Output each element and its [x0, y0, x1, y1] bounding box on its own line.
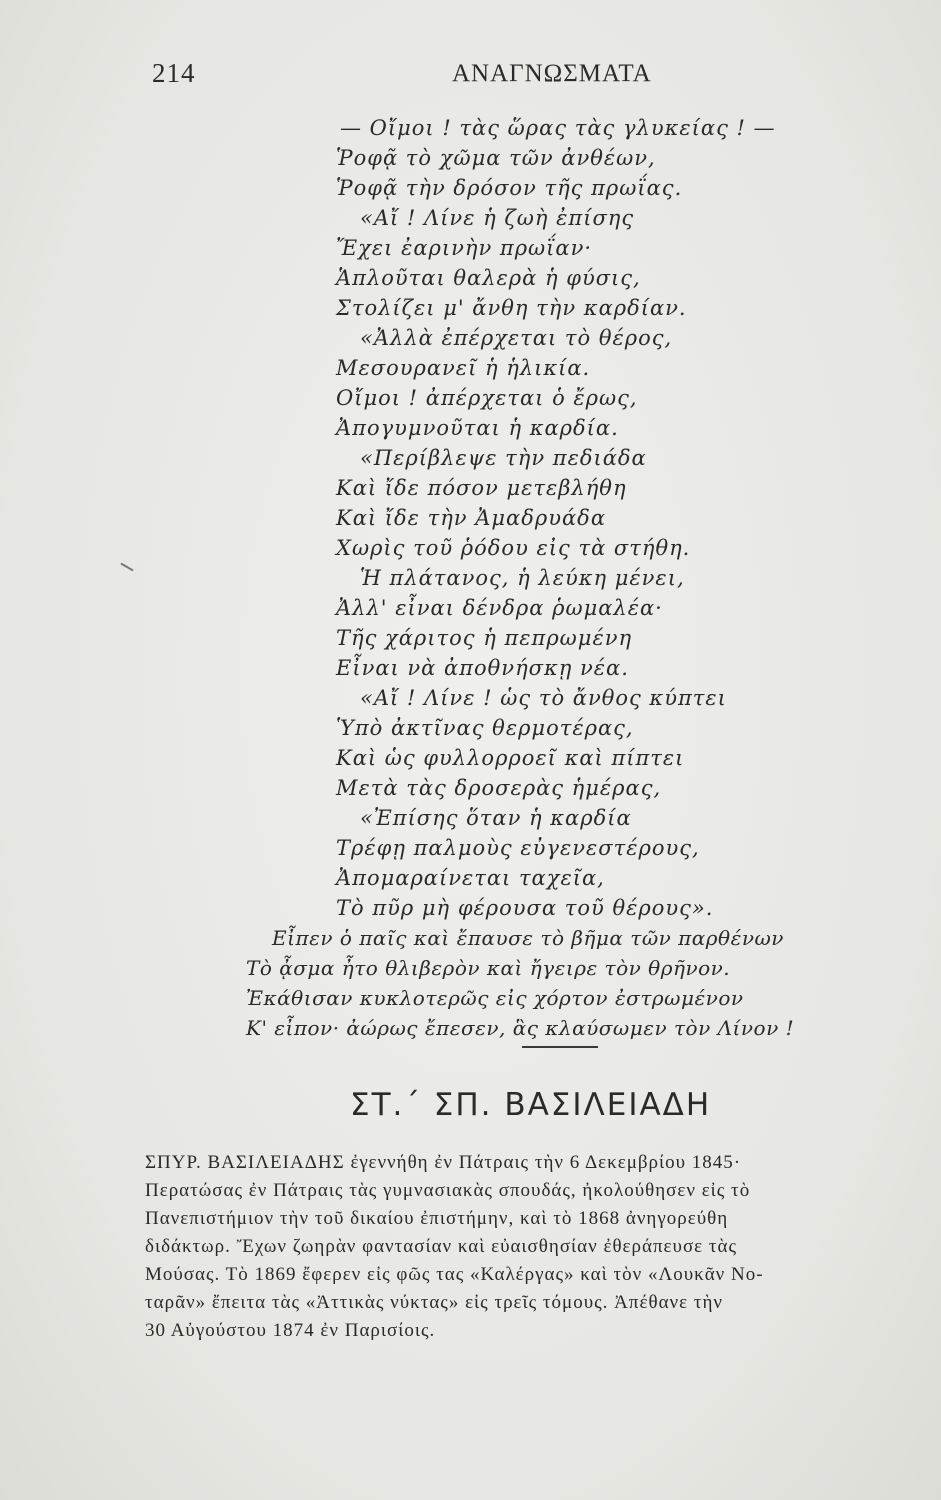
page-number: 214: [152, 58, 196, 88]
poem-line: Ὑπὸ ἀκτῖνας θερμοτέρας,: [336, 716, 634, 740]
poem-line: Κ' εἶπον· ἀώρως ἔπεσεν, ἃς κλαύσωμεν τὸν Λίνον !: [246, 1016, 795, 1040]
poem-line: Ἀπομαραίνεται ταχεῖα,: [336, 866, 605, 890]
poem-line: Οἴμοι ! ἀπέρχεται ὁ ἔρως,: [336, 386, 638, 410]
poem-line: Ἔχει ἐαρινὴν πρωΐαν·: [336, 236, 593, 260]
poem-line: — Οἴμοι ! τὰς ὥρας τὰς γλυκείας ! —: [340, 116, 776, 140]
poem-line: Τὸ ᾆσμα ἦτο θλιβερὸν καὶ ἤγειρε τὸν θρῆνον.: [246, 956, 731, 980]
bio-line: διδάκτωρ. Ἔχων ζωηρὰν φαντασίαν καὶ εὐαισθησίαν ἐθεράπευσε τὰς: [145, 1236, 738, 1257]
poem-line: «Ἐπίσης ὅταν ἡ καρδία: [360, 806, 632, 830]
poem-line: Ἀλλ' εἶναι δένδρα ῥωμαλέα·: [336, 596, 663, 620]
bio-line: ταρᾶν» ἔπειτα τὰς «Ἀττικὰς νύκτας» εἰς τρεῖς τόμους. Ἀπέθανε τὴν: [145, 1292, 724, 1313]
poem-line: «Περίβλεψε τὴν πεδιάδα: [360, 446, 647, 470]
author-heading: ΣΤ.΄ ΣΠ. ΒΑΣΙΛΕΙΑΔΗ: [350, 1087, 712, 1123]
stray-ink-mark: [120, 563, 133, 572]
poem-line: Μεσουρανεῖ ἡ ἡλικία.: [336, 356, 591, 380]
poem-line: Εἶπεν ὁ παῖς καὶ ἔπαυσε τὸ βῆμα τῶν παρθένων: [272, 926, 784, 950]
poem-line: Καὶ ἴδε τὴν Ἀμαδρυάδα: [336, 506, 606, 530]
poem-line: Τὸ πῦρ μὴ φέρουσα τοῦ θέρους».: [336, 896, 714, 920]
poem-line: Τῆς χάριτος ἡ πεπρωμένη: [336, 626, 633, 650]
poem-line: Εἶναι νὰ ἀποθνήσκῃ νέα.: [336, 656, 629, 680]
poem-line: Ἐκάθισαν κυκλοτερῶς εἰς χόρτον ἐστρωμένον: [246, 986, 744, 1010]
poem-line: Ἁπλοῦται θαλερὰ ἡ φύσις,: [336, 266, 641, 290]
poem-line: Καὶ ἴδε πόσον μετεβλήθη: [336, 476, 627, 500]
bio-line: Μούσας. Τὸ 1869 ἔφερεν εἰς φῶς τας «Καλέργας» καὶ τὸν «Λουκᾶν Νο-: [145, 1264, 764, 1285]
poem-line: Στολίζει μ' ἄνθη τὴν καρδίαν.: [336, 296, 687, 320]
poem-line: Καὶ ὡς φυλλορροεῖ καὶ πίπτει: [336, 746, 685, 770]
poem-line: Τρέφῃ παλμοὺς εὐγενεστέρους,: [336, 836, 700, 860]
poem-line: «Αἴ ! Λίνε ἡ ζωὴ ἐπίσης: [360, 206, 635, 230]
poem-line: Ἀπογυμνοῦται ἡ καρδία.: [336, 416, 619, 440]
section-divider: [522, 1046, 598, 1048]
bio-line: Πανεπιστήμιον τὴν τοῦ δικαίου ἐπιστήμην, καὶ τὸ 1868 ἀνηγορεύθη: [145, 1208, 729, 1229]
running-title: ΑΝΑΓΝΩΣΜΑΤΑ: [452, 60, 652, 87]
bio-line: 30 Αὐγούστου 1874 ἐν Παρισίοις.: [145, 1320, 436, 1341]
poem-line: Ῥοφᾷ τὴν δρόσον τῆς πρωΐας.: [336, 176, 683, 200]
bio-line: Περατώσας ἐν Πάτραις τὰς γυμνασιακὰς σπουδάς, ἠκολούθησεν εἰς τὸ: [145, 1180, 751, 1201]
poem-line: «Ἀλλὰ ἐπέρχεται τὸ θέρος,: [360, 326, 673, 350]
poem-line: Χωρὶς τοῦ ῥόδου εἰς τὰ στήθη.: [336, 536, 691, 560]
bio-line: ΣΠΥΡ. ΒΑΣΙΛΕΙΑΔΗΣ ἐγεννήθη ἐν Πάτραις τὴν 6 Δεκεμβρίου 1845·: [145, 1152, 742, 1173]
poem-line: «Αἴ ! Λίνε ! ὡς τὸ ἄνθος κύπτει: [360, 686, 727, 710]
poem-line: Ἡ πλάτανος, ἡ λεύκη μένει,: [360, 566, 685, 590]
poem-line: Ῥοφᾷ τὸ χῶμα τῶν ἀνθέων,: [336, 146, 656, 170]
poem-line: Μετὰ τὰς δροσερὰς ἡμέρας,: [336, 776, 662, 800]
